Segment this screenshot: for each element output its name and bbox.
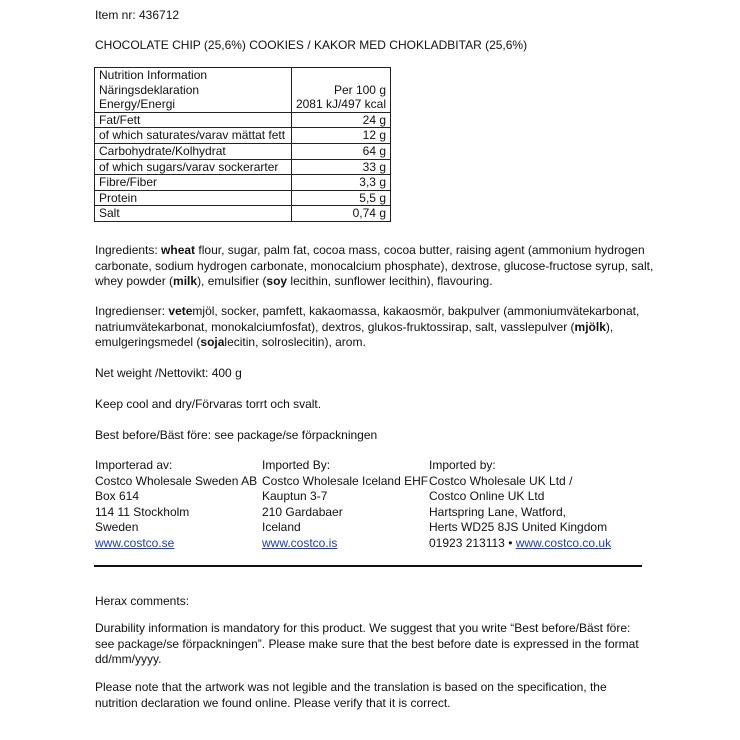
- costco-se-link[interactable]: www.costco.se: [95, 535, 175, 550]
- nutrient-label: Carbohydrate/Kolhydrat: [95, 143, 292, 159]
- nutrient-label: Salt: [95, 206, 292, 222]
- per-100g-label: Per 100 g: [291, 83, 390, 98]
- net-weight: Net weight /Nettovikt: 400 g: [95, 366, 242, 380]
- energy-label: Energy/Energi: [95, 97, 292, 112]
- nutrition-row: [95, 112, 391, 128]
- nutrient-label: of which saturates/varav mättat fett: [95, 128, 292, 144]
- nutrition-table: [94, 67, 391, 222]
- comments-heading: Herax comments:: [95, 594, 190, 608]
- nutrition-row: [95, 159, 391, 175]
- costco-is-link[interactable]: www.costco.is: [262, 535, 338, 550]
- nutrition-row: [95, 206, 391, 222]
- nutrient-value: 24 g: [291, 112, 390, 128]
- allergen-vete: vete: [168, 304, 193, 318]
- nutrient-value: 3,3 g: [291, 175, 390, 191]
- energy-value: 2081 kJ/497 kcal: [291, 97, 390, 112]
- nutrition-header-en: Nutrition Information: [95, 68, 292, 83]
- nutrient-value: 12 g: [291, 128, 390, 144]
- allergen-milk: milk: [173, 274, 198, 289]
- nutrient-value: 0,74 g: [291, 206, 390, 222]
- ingredients-english: Ingredients: wheat flour, sugar, palm fat, cocoa mass, cocoa butter, raising agent (ammonium hydrogen carbonate, sodium hydrogen carbonate, monocalcium phosphate), dextrose, glucose-fructose syrup, salt, whey powder (milk), emulsifier (soy lecithin, sunflower lecithin), flavouring.: [95, 243, 654, 289]
- nutrition-row: [95, 175, 391, 191]
- nutrient-label: Fibre/Fiber: [95, 175, 292, 191]
- comment-durability: Durability information is mandatory for this product. We suggest that you write “Best before/Bäst före: see package/se förpackningen”. Please make sure that the best before date is expressed in the format dd/mm/yyyy.: [95, 621, 639, 667]
- nutrient-value: 33 g: [291, 159, 390, 175]
- importer-iceland: Imported By: Costco Wholesale Iceland EHF Kauptun 3-7 210 Gardabaer Iceland www.costco.is: [262, 458, 429, 550]
- divider: [94, 565, 642, 567]
- nutrient-label: Fat/Fett: [95, 112, 292, 128]
- importer-sweden: Importerad av: Costco Wholesale Sweden AB Box 614 114 11 Stockholm Sweden www.costco.se: [95, 458, 258, 550]
- nutrition-header-sv: Näringsdeklaration: [95, 83, 292, 98]
- nutrition-row: [95, 143, 391, 159]
- costco-uk-link[interactable]: www.costco.co.uk: [515, 535, 612, 550]
- item-number: Item nr: 436712: [95, 8, 180, 22]
- nutrition-row: [95, 190, 391, 206]
- nutrient-value: 64 g: [291, 143, 390, 159]
- comment-artwork: Please note that the artwork was not legible and the translation is based on the specification, the nutrition declaration we found online. Please verify that it is correct.: [95, 680, 607, 710]
- nutrient-label: Protein: [95, 190, 292, 206]
- product-title: CHOCOLATE CHIP (25,6%) COOKIES / KAKOR MED CHOKLADBITAR (25,6%): [95, 38, 528, 52]
- allergen-soy: soy: [266, 274, 288, 289]
- importer-uk: Imported by: Costco Wholesale UK Ltd / Costco Online UK Ltd Hartspring Lane, Watford, Herts WD25 8JS United Kingdom 01923 213113 • www.costco.co.uk: [429, 458, 612, 550]
- nutrition-row: [95, 128, 391, 144]
- allergen-soja: soja: [200, 335, 225, 350]
- allergen-wheat: wheat: [161, 243, 196, 257]
- storage-instructions: Keep cool and dry/Förvaras torrt och svalt.: [95, 397, 322, 411]
- best-before: Best before/Bäst före: see package/se förpackningen: [95, 428, 378, 442]
- nutrient-value: 5,5 g: [291, 190, 390, 206]
- allergen-mjolk: mjölk: [574, 319, 606, 334]
- ingredients-swedish: Ingredienser: vetemjöl, socker, pamfett, kakaomassa, kakaosmör, bakpulver (ammoniumvätekarbonat, natriumvätekarbonat, monokalciumfosfat), dextros, glukos-fruktossirap, salt, vasslepulver (mjölk), emulgeringsmedel (sojalecitin, solroslecitin), arom.: [95, 304, 640, 350]
- nutrient-label: of which sugars/varav sockerarter: [95, 159, 292, 175]
